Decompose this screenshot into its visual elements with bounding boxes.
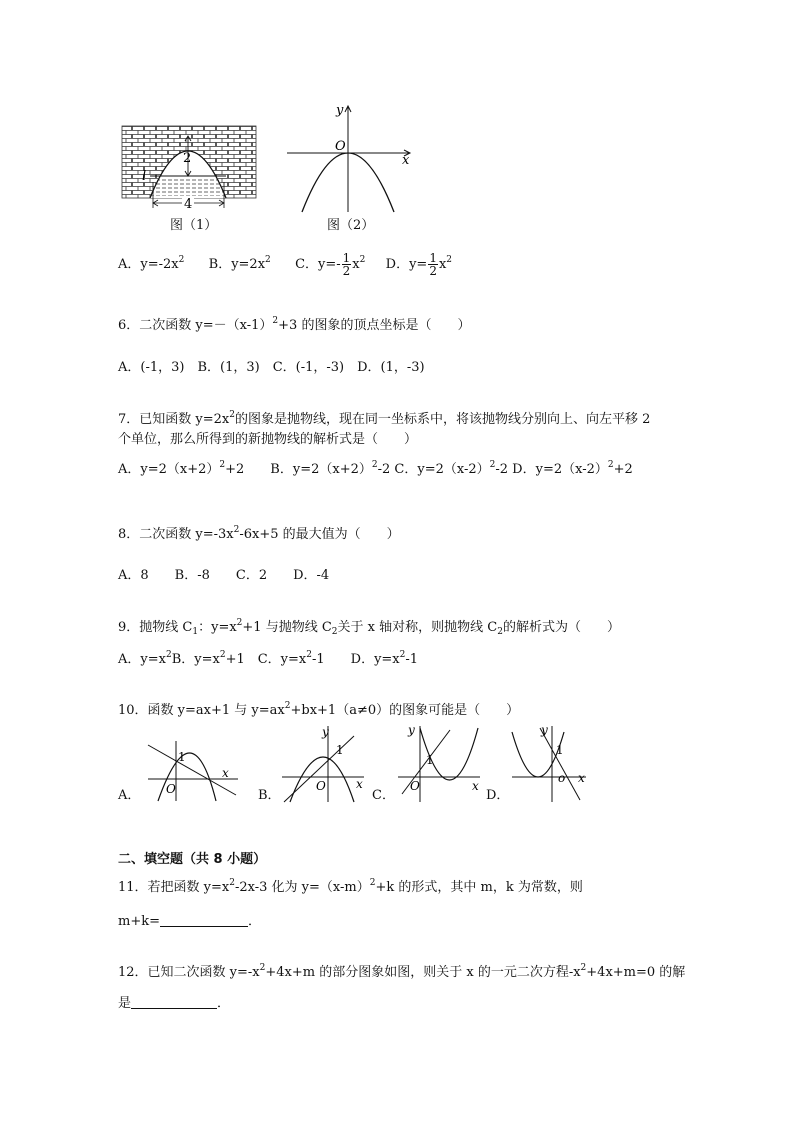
q10-graph-d [508, 722, 590, 803]
graph-c-y-label: y [408, 723, 415, 737]
q10-option-a-label: A． [118, 788, 141, 803]
q10-graph-b [278, 722, 370, 803]
q10-graph-a [140, 735, 240, 803]
q9-stem: 9．抛物线 $C_1$：$y=x^2+1$ 与抛物线 $C_2$关于 x 轴对称，则抛物线 $C_2$的解析式为（ ） [118, 618, 620, 637]
figure-1-caption: 图（1） [170, 218, 218, 233]
section-2-heading: 二、填空题（共 8 小题） [118, 852, 267, 867]
y-axis-label: y [336, 103, 344, 118]
q7-options: A．$y=2(x+2)^2+2$ B．$y=2(x+2)^2-2$ C．$y=2(x-2)^2-2$ D．$y=2(x-2)^2+2$ [118, 460, 633, 477]
graph-d-y-label: y [541, 723, 548, 737]
q11-stem: 11．若把函数 $y=x^2-2x-3$ 化为 $y=(x-m)^2+k$ 的形式，其中 m，k 为常数，则 [118, 878, 583, 895]
graph-c-origin: O [410, 779, 420, 793]
q5-options [118, 252, 452, 277]
q12-answer-line: 是 ． [118, 996, 231, 1011]
q10-option-b-label: B． [258, 788, 281, 803]
bridge-height-label: 2 [183, 151, 192, 166]
q10-option-c-label: C． [372, 788, 395, 803]
q5-option-a: A．$y=-2x^2$ [118, 255, 185, 272]
q6-options: A．(-1，3) B．(1，3) C．(-1，-3) D．(1，-3) [118, 360, 425, 375]
q5-option-c: C．y=- $\frac{1}{2}$ $x^2$ [295, 251, 366, 278]
bridge-figure [120, 122, 260, 212]
graph-c-x-label: x [472, 779, 479, 793]
q12-stem: 12．已知二次函数 $y=-x^2+4x+m$ 的部分图象如图，则关于 x 的一元二次方程$-x^2+4x+m=0$ 的解 [118, 963, 686, 980]
q7-stem-line2: 个单位，那么所得到的新抛物线的解析式是（ ） [118, 432, 418, 447]
graph-c-one: 1 [426, 753, 434, 767]
q8-options: A．8 B．-8 C．2 D．-4 [118, 568, 330, 583]
q10-option-d-label: D． [486, 788, 510, 803]
figure-2-caption: 图（2） [327, 218, 375, 233]
origin-label: O [335, 139, 346, 154]
q5-option-b: B．$y=2x^2$ [208, 255, 271, 272]
q12-answer-blank[interactable] [131, 996, 217, 1009]
q11-answer-line: m+k= ． [118, 914, 262, 929]
graph-b-y-label: y [322, 725, 329, 739]
x-axis-label: x [402, 153, 410, 168]
graph-a-x-label: x [222, 766, 229, 780]
graph-d-origin: o [558, 771, 566, 785]
water-line-label: l [142, 169, 147, 184]
graph-b-one: 1 [336, 743, 344, 757]
graph-b-x-label: x [356, 777, 363, 791]
q6-stem: 6．二次函数 $y=-(x-1)^2+3$ 的图象的顶点坐标是（ ） [118, 316, 471, 333]
q7-stem-line1: 7．已知函数 $y=2x^2$的图象是抛物线，现在同一坐标系中，将该抛物线分别向上、向左平移 2 [118, 410, 651, 427]
q10-stem: 10．函数 y=ax+1 与 $y=ax^2+bx+1(a\ne 0)$的图象可能是（ ） [118, 701, 520, 718]
graph-a-origin: O [166, 782, 176, 796]
q9-options: A．$y=x^2B$．$y=x^2+1$ C．$y=x^2-1$ D．$y=x^2-1$ [118, 650, 419, 667]
parabola-figure [282, 100, 417, 215]
q5-option-d: D．y= $\frac{1}{2}$ $x^2$ [385, 251, 453, 278]
graph-b-origin: O [316, 779, 326, 793]
graph-d-x-label: x [578, 771, 585, 785]
graph-a-one: 1 [178, 750, 186, 764]
graph-d-one: 1 [556, 743, 564, 757]
q10-graph-c [394, 722, 486, 803]
q8-stem: 8．二次函数 $y=-3x^2-6x+5$ 的最大值为（ ） [118, 525, 400, 542]
q11-answer-blank[interactable] [160, 914, 248, 927]
bridge-width-label: 4 [184, 197, 193, 212]
